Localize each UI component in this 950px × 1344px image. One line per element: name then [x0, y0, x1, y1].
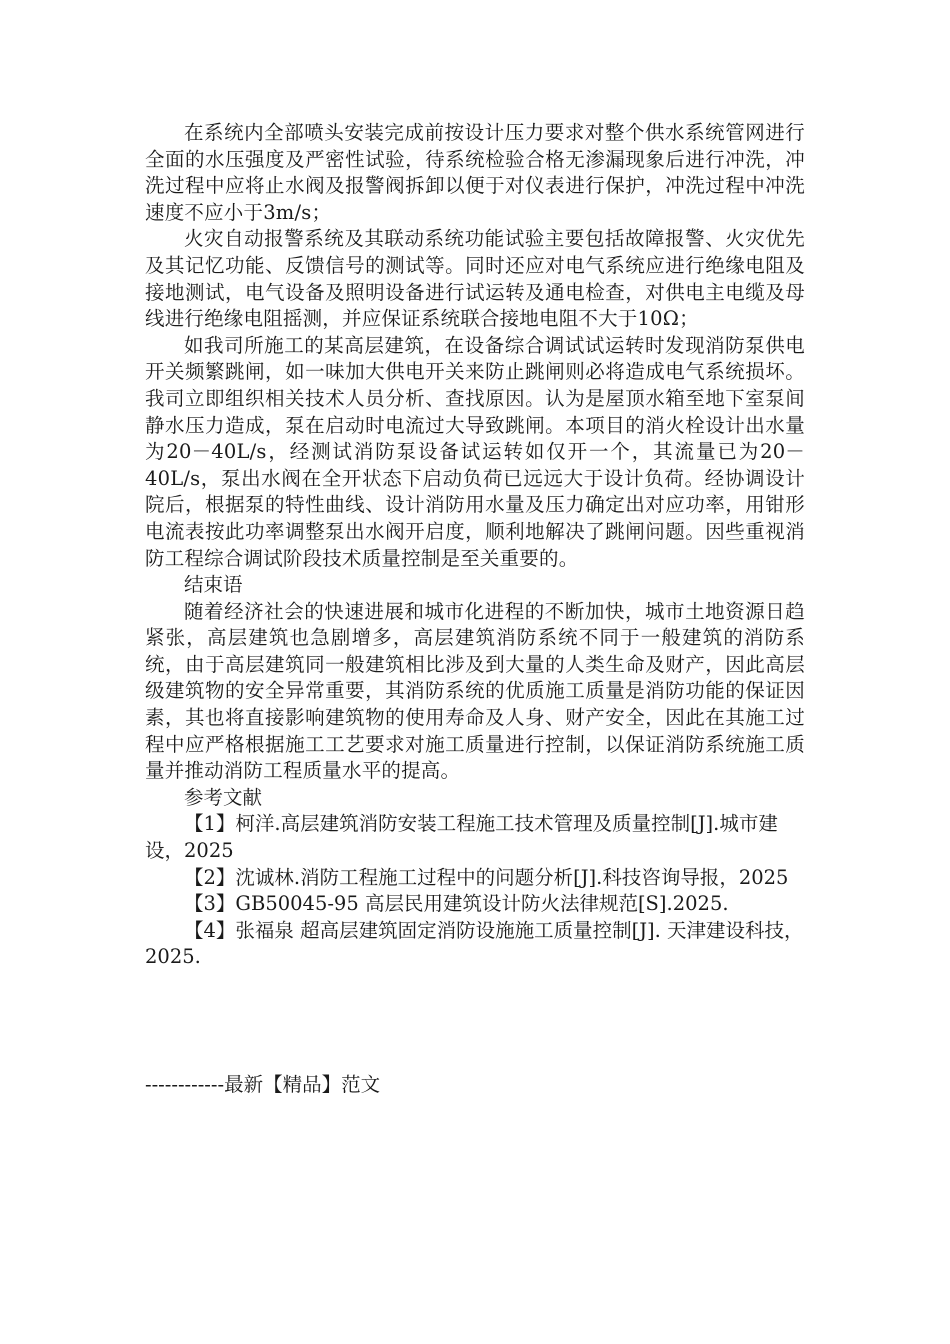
footer-tagline: ------------最新【精品】范文 [145, 1073, 381, 1096]
conclusion-heading: 结束语 [184, 573, 243, 597]
document-body [145, 120, 805, 971]
body-paragraph-case-study: 如我司所施工的某高层建筑，在设备综合调试试运转时发现消防泵供电开关频繁跳闸，如一味加大供电开关来防止跳闸则必将造成电气系统损坏。我司立即组织相关技术人员分析、查找原因。认为是屋顶水箱至地下室泵间静水压力造成，泵在启动时电流过大导致跳闸。本项目的消火栓设计出水量为20－40L/s，经测试消防泵设备试运转如仅开一个，其流量已为20－40L/s，泵出水阀在全开状态下启动负荷已远远大于设计负荷。经协调设计院后，根据泵的特性曲线、设计消防用水量及压力确定出对应功率，用钳形电流表按此功率调整泵出水阀开启度，顺利地解决了跳闸问题。因些重视消防工程综合调试阶段技术质量控制是至关重要的。 [145, 333, 805, 570]
reference-item-3: 【3】GB50045-95 高层民用建筑设计防火法律规范[S].2025. [184, 892, 729, 916]
body-paragraph-fire-alarm: 火灾自动报警系统及其联动系统功能试验主要包括故障报警、火灾优先及其记忆功能、反馈信号的测试等。同时还应对电气系统应进行绝缘电阻及接地测试，电气设备及照明设备进行试运转及通电检查，对供电主电缆及母线进行绝缘电阻摇测，并应保证系统联合接地电阻不大于10Ω； [145, 227, 805, 331]
reference-item-2: 【2】沈诚林.消防工程施工过程中的问题分析[J].科技咨询导报，2025 [184, 865, 789, 889]
conclusion-paragraph: 随着经济社会的快速进展和城市化进程的不断加快，城市土地资源日趋紧张，高层建筑也急剧增多，高层建筑消防系统不同于一般建筑的消防系统，由于高层建筑同一般建筑相比涉及到大量的人类生命及财产，因此高层级建筑物的安全异常重要，其消防系统的优质施工质量是消防功能的保证因素，其也将直接影响建筑物的使用寿命及人身、财产安全，因此在其施工过程中应严格根据施工工艺要求对施工质量进行控制，以保证消防系统施工质量并推动消防工程质量水平的提高。 [145, 599, 805, 783]
reference-item-4: 【4】张福泉 超高层建筑固定消防设施施工质量控制[J]. 天津建设科技，2025. [145, 918, 804, 969]
reference-item-1: 【1】柯洋.高层建筑消防安装工程施工技术管理及质量控制[J].城市建设，2025 [145, 812, 778, 863]
references-heading: 参考文献 [184, 785, 263, 809]
body-paragraph-water-test: 在系统内全部喷头安装完成前按设计压力要求对整个供水系统管网进行全面的水压强度及严密性试验，待系统检验合格无渗漏现象后进行冲洗，冲洗过程中应将止水阀及报警阀拆卸以便于对仪表进行保护，冲洗过程中冲洗速度不应小于3m/s； [145, 121, 805, 224]
